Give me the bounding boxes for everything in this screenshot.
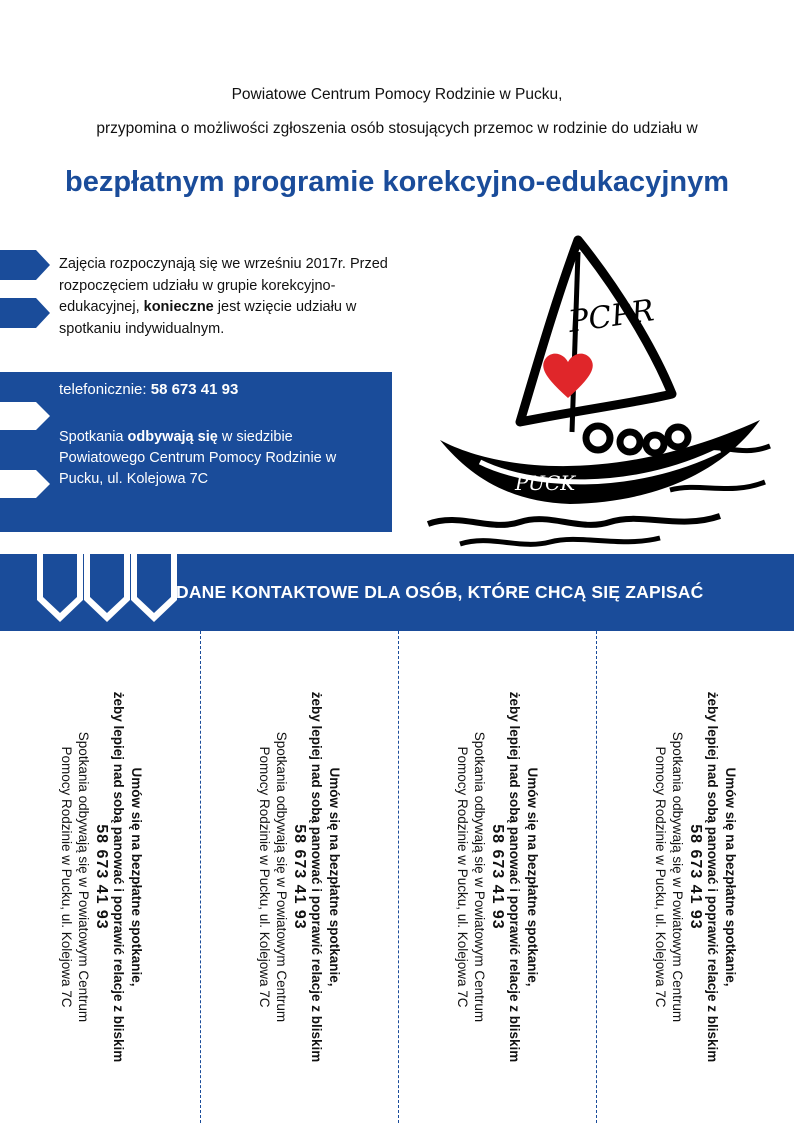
tear-off-coupon-4: [596, 630, 794, 1123]
tear-off-coupon-3: [398, 630, 596, 1123]
person-1: [586, 426, 610, 450]
contact-band-title: DANE KONTAKTOWE DLA OSÓB, KTÓRE CHCĄ SIĘ ZAPISAĆ: [176, 582, 704, 602]
info-text-bold: konieczne: [143, 299, 214, 315]
coupon-address-2: Pomocy Rodzinie w Pucku, ul. Kolejowa 7C: [256, 745, 272, 1008]
meeting-text-1: Spotkania: [59, 429, 124, 445]
pcpr-logo: [420, 232, 790, 552]
coupon-subheading: żeby lepiej nad sobą panować i poprawić relacje z bliskim: [111, 691, 127, 1062]
chevron-icon-3: [131, 554, 177, 624]
coupon-address-2: Pomocy Rodzinie w Pucku, ul. Kolejowa 7C: [454, 745, 470, 1008]
person-3: [646, 435, 664, 453]
coupon-phone: 58 673 41 93: [290, 823, 308, 930]
panel-arrows: [0, 372, 60, 532]
coupon-address-1: Spotkania odbywają się w Powiatowym Centrum: [472, 731, 488, 1022]
info-text-2: jest wzięcie udziału w spotkaniu indywidualnym.: [59, 299, 357, 337]
tab-arrow-2: [36, 298, 50, 328]
phone-line: [59, 381, 238, 398]
coupon-heading: Umów się na bezpłatne spotkanie,: [128, 766, 144, 987]
tab-marker-1: [0, 250, 36, 280]
headline: bezpłatnym programie korekcyjno-edukacyjnym: [65, 166, 729, 198]
meeting-info: [59, 427, 379, 490]
phone-label: telefonicznie:: [59, 381, 147, 398]
tear-off-coupon-1: [2, 630, 200, 1123]
tab-marker-2: [0, 298, 36, 328]
coupon-subheading: żeby lepiej nad sobą panować i poprawić relacje z bliskim: [705, 691, 721, 1062]
meeting-text-bold: odbywają się: [127, 429, 218, 445]
logo-boat-text: PUCK: [515, 471, 576, 495]
coupon-address-1: Spotkania odbywają się w Powiatowym Centrum: [670, 731, 686, 1022]
logo-sail-text: PCPR: [566, 293, 657, 340]
chevron-icon-2: [84, 554, 130, 624]
coupon-address-2: Pomocy Rodzinie w Pucku, ul. Kolejowa 7C: [652, 745, 668, 1008]
info-text-1: Zajęcia rozpoczynają się we wrześniu 2017r. Przed rozpoczęciem udziału w grupie korekcyjno-edukacyjnej,: [59, 256, 388, 315]
coupon-heading: Umów się na bezpłatne spotkanie,: [326, 766, 342, 987]
chevron-icon-1: [37, 554, 83, 624]
coupon-subheading: żeby lepiej nad sobą panować i poprawić relacje z bliskim: [309, 691, 325, 1062]
coupon-address-2: Pomocy Rodzinie w Pucku, ul. Kolejowa 7C: [58, 745, 74, 1008]
coupon-heading: Umów się na bezpłatne spotkanie,: [524, 766, 540, 987]
wave-2: [460, 538, 660, 544]
coupon-address-1: Spotkania odbywają się w Powiatowym Centrum: [76, 731, 92, 1022]
coupon-phone: 58 673 41 93: [92, 823, 110, 930]
intro-line-2: przypomina o możliwości zgłoszenia osób stosujących przemoc w rodzinie do udziału w: [96, 120, 698, 137]
wave-4: [670, 482, 765, 490]
boat-hull: [440, 420, 760, 504]
wave-1: [428, 516, 720, 525]
meeting-text-2: w siedzibie Powiatowego Centrum Pomocy Rodzinie w Pucku, ul. Kolejowa 7C: [59, 429, 337, 487]
heart-icon: [543, 354, 593, 398]
tear-off-coupon-2: [200, 630, 398, 1123]
tab-arrow-1: [36, 250, 50, 280]
mast: [572, 252, 578, 432]
person-2: [620, 432, 640, 452]
coupon-phone: 58 673 41 93: [686, 823, 704, 930]
coupon-address-1: Spotkania odbywają się w Powiatowym Centrum: [274, 731, 290, 1022]
coupon-phone: 58 673 41 93: [488, 823, 506, 930]
intro-line-1: Powiatowe Centrum Pomocy Rodzinie w Pucku,: [231, 86, 563, 103]
person-4: [668, 427, 688, 447]
phone-number: 58 673 41 93: [150, 381, 239, 398]
coupon-heading: Umów się na bezpłatne spotkanie,: [722, 766, 738, 987]
coupon-subheading: żeby lepiej nad sobą panować i poprawić relacje z bliskim: [507, 691, 523, 1062]
info-paragraph: [59, 254, 389, 340]
